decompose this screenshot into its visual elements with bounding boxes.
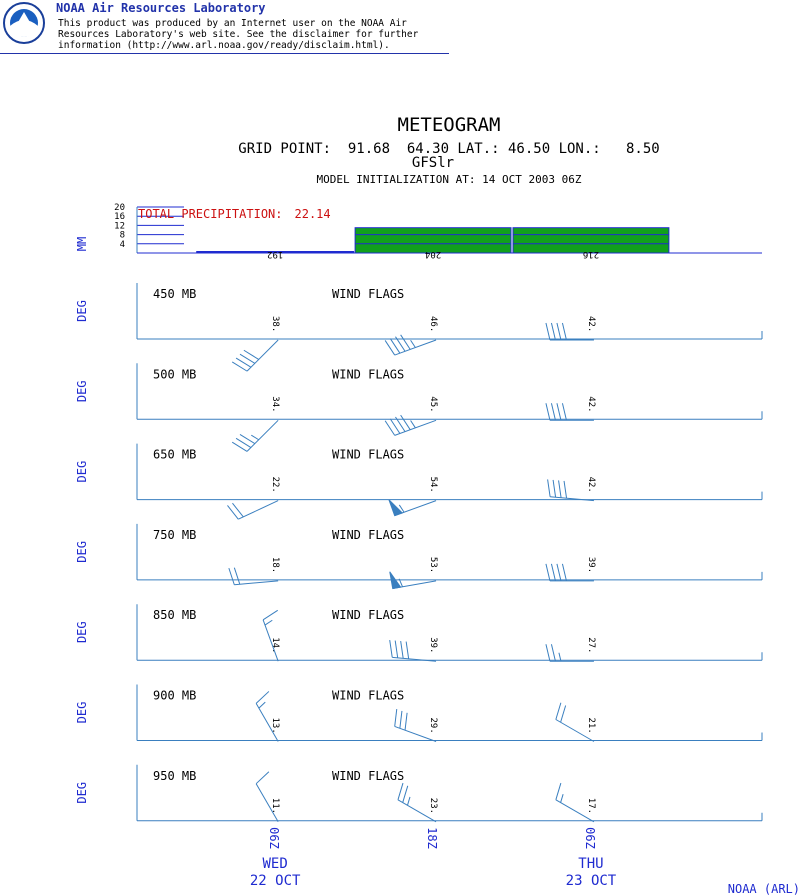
level-panel (75, 765, 762, 822)
wind-barb-full (403, 786, 408, 803)
level-panel-label: WIND FLAGS (332, 768, 405, 783)
date-label: 22 OCT (249, 873, 301, 889)
wind-speed-label: 42. (585, 316, 596, 333)
wind-barb-full (400, 711, 402, 728)
wind-speed-label: 17. (585, 797, 596, 815)
level-name: 900 MB (153, 688, 197, 703)
wind-speed-label: 42. (585, 476, 596, 493)
date-label: 23 OCT (565, 873, 617, 889)
wind-barb-full (564, 481, 567, 498)
wind-barb (256, 772, 281, 822)
init-line: MODEL INITIALIZATION AT: 14 OCT 2003 06Z (316, 173, 582, 186)
wind-speed-label: 21. (585, 717, 596, 734)
wind-barb-full (263, 610, 278, 620)
wind-barb-full (561, 706, 566, 723)
wind-speed-label: 14. (270, 637, 281, 654)
level-panel-label: WIND FLAGS (332, 608, 405, 623)
day-label: THU (578, 856, 604, 872)
level-ylabel: DEG (75, 701, 89, 724)
wind-speed-label: 54. (428, 476, 439, 493)
wind-barb-full (390, 640, 393, 657)
wind-barb-staff (234, 581, 278, 585)
wind-speed-label: 29. (428, 717, 439, 734)
level-panel (75, 604, 762, 661)
wind-barb-full (395, 709, 397, 726)
wind-barb-full (557, 564, 561, 581)
wind-speed-label: 45. (428, 396, 439, 413)
level-name: 850 MB (153, 608, 197, 623)
level-panel-label: WIND FLAGS (332, 688, 405, 703)
precip-ytick: 12 (114, 221, 125, 232)
lab-name[interactable]: NOAA Air Resources Laboratory (56, 1, 266, 15)
level-panel (75, 363, 762, 451)
wind-barb (232, 340, 278, 371)
wind-barb-full (562, 564, 566, 581)
level-ylabel: DEG (75, 621, 89, 644)
precip-ytick: 8 (119, 230, 125, 241)
wind-barb-full (551, 644, 555, 661)
level-panel-label: WIND FLAGS (332, 447, 405, 462)
wind-pennant (389, 500, 402, 516)
wind-speed-label: 22. (270, 476, 281, 493)
wind-barb (389, 500, 436, 516)
wind-speed-label: 46. (428, 316, 439, 333)
wind-speed-label: 23. (428, 797, 439, 815)
wind-barb-full (234, 568, 239, 585)
wind-speed-label: 38. (270, 316, 281, 333)
wind-barb-full (562, 323, 566, 340)
wind-barb-full (551, 403, 555, 420)
wind-speed-label: 39. (585, 556, 596, 574)
hour-tick-label: 06Z (582, 827, 597, 849)
wind-barb-full (256, 691, 269, 703)
wind-barb-full (551, 564, 555, 581)
total-precip-label: TOTAL PRECIPITATION: (138, 207, 283, 221)
wind-speed-label: 53. (428, 556, 439, 574)
wind-barb-full (398, 783, 403, 800)
wind-barb-full (256, 772, 269, 784)
wind-barb-half (411, 421, 416, 428)
wind-barb-full (548, 479, 551, 496)
wind-barb (263, 610, 281, 661)
wind-barb-half (411, 340, 416, 347)
level-panel (75, 444, 762, 520)
wind-barb-staff (238, 501, 278, 520)
wind-barb-full (546, 403, 550, 420)
wind-barb (227, 501, 278, 520)
precip-ylabel: MM (75, 236, 89, 252)
wind-speed-label: 27. (585, 637, 596, 654)
level-name: 500 MB (153, 367, 197, 382)
wind-barb (385, 335, 436, 355)
level-name: 650 MB (153, 447, 197, 462)
wind-barb-full (556, 783, 561, 800)
total-precip-value: 22.14 (294, 207, 331, 221)
wind-barb-half (265, 620, 272, 625)
time-axis (250, 827, 617, 889)
wind-speed-label: 42. (585, 396, 596, 413)
wind-barb-full (557, 323, 561, 340)
wind-barb-full (405, 713, 407, 730)
wind-barb-full (553, 480, 556, 497)
wind-barb-full (395, 641, 398, 658)
wind-speed-label: 39. (428, 637, 439, 654)
total-precip (138, 207, 331, 221)
level-panel (75, 685, 762, 742)
level-panel-label: WIND FLAGS (332, 527, 405, 542)
level-ylabel: DEG (75, 541, 89, 563)
level-ylabel: DEG (75, 460, 89, 483)
level-panel (75, 283, 762, 371)
wind-barb-half (251, 435, 258, 440)
precip-hour-label: 204 (424, 249, 442, 259)
wind-barb-full (559, 480, 562, 497)
wind-barb-full (401, 641, 404, 658)
wind-barb-full (546, 644, 550, 661)
wind-barb-full (546, 323, 550, 340)
level-ylabel: DEG (75, 380, 89, 403)
wind-barb-half (561, 794, 564, 802)
wind-speed-label: 34. (270, 396, 281, 413)
precip-ytick: 16 (114, 212, 125, 223)
wind-barb-full (232, 503, 243, 517)
level-name: 450 MB (153, 287, 197, 301)
hour-tick-label: 18Z (425, 827, 440, 849)
wind-barb-full (551, 323, 555, 340)
wind-barb-full (406, 642, 409, 659)
disclaimer-text: This product was produced by an Internet user on the NOAA Air Resources Laboratory's web site. See the disclaimer for further information (http://www.arl.noaa.gov/ready/disclaim.html). (58, 18, 419, 51)
wind-barb-full (556, 703, 561, 720)
level-panel (75, 524, 762, 589)
wind-barb-full (229, 568, 234, 585)
wind-barb-half (259, 702, 265, 708)
precip-panel (75, 203, 762, 259)
level-ylabel: DEG (75, 781, 89, 804)
precip-hour-label: 216 (582, 249, 600, 259)
precip-ytick: 4 (119, 239, 125, 250)
precip-ytick: 20 (114, 203, 125, 213)
precip-hour-label: 192 (267, 249, 284, 259)
level-ylabel: DEG (75, 300, 89, 322)
hour-tick-label: 06Z (267, 827, 282, 849)
wind-speed-label: 11. (270, 797, 281, 815)
wind-barb (256, 691, 281, 741)
wind-levels (75, 283, 762, 822)
level-panel-label: WIND FLAGS (332, 367, 405, 382)
level-panel-label: WIND FLAGS (332, 287, 405, 301)
wind-barb-full (557, 403, 561, 420)
wind-barb-full (227, 505, 238, 519)
model-name: GFSlr (411, 155, 455, 171)
day-label: WED (262, 856, 288, 872)
wind-barb-full (562, 403, 566, 420)
wind-barb-full (546, 564, 550, 581)
chart-title: METEOGRAM (397, 114, 501, 136)
level-name: 950 MB (153, 768, 197, 783)
wind-barb (385, 415, 436, 435)
wind-barb-half (407, 797, 410, 805)
wind-speed-label: 18. (270, 556, 281, 574)
footer-credit: NOAA (ARL) (727, 882, 800, 896)
grid-point-line: GRID POINT: 91.68 64.30 LAT.: 46.50 LON.: 8.50 (238, 141, 660, 157)
level-name: 750 MB (153, 527, 197, 542)
wind-speed-label: 13. (270, 717, 281, 734)
wind-barb (232, 420, 278, 451)
